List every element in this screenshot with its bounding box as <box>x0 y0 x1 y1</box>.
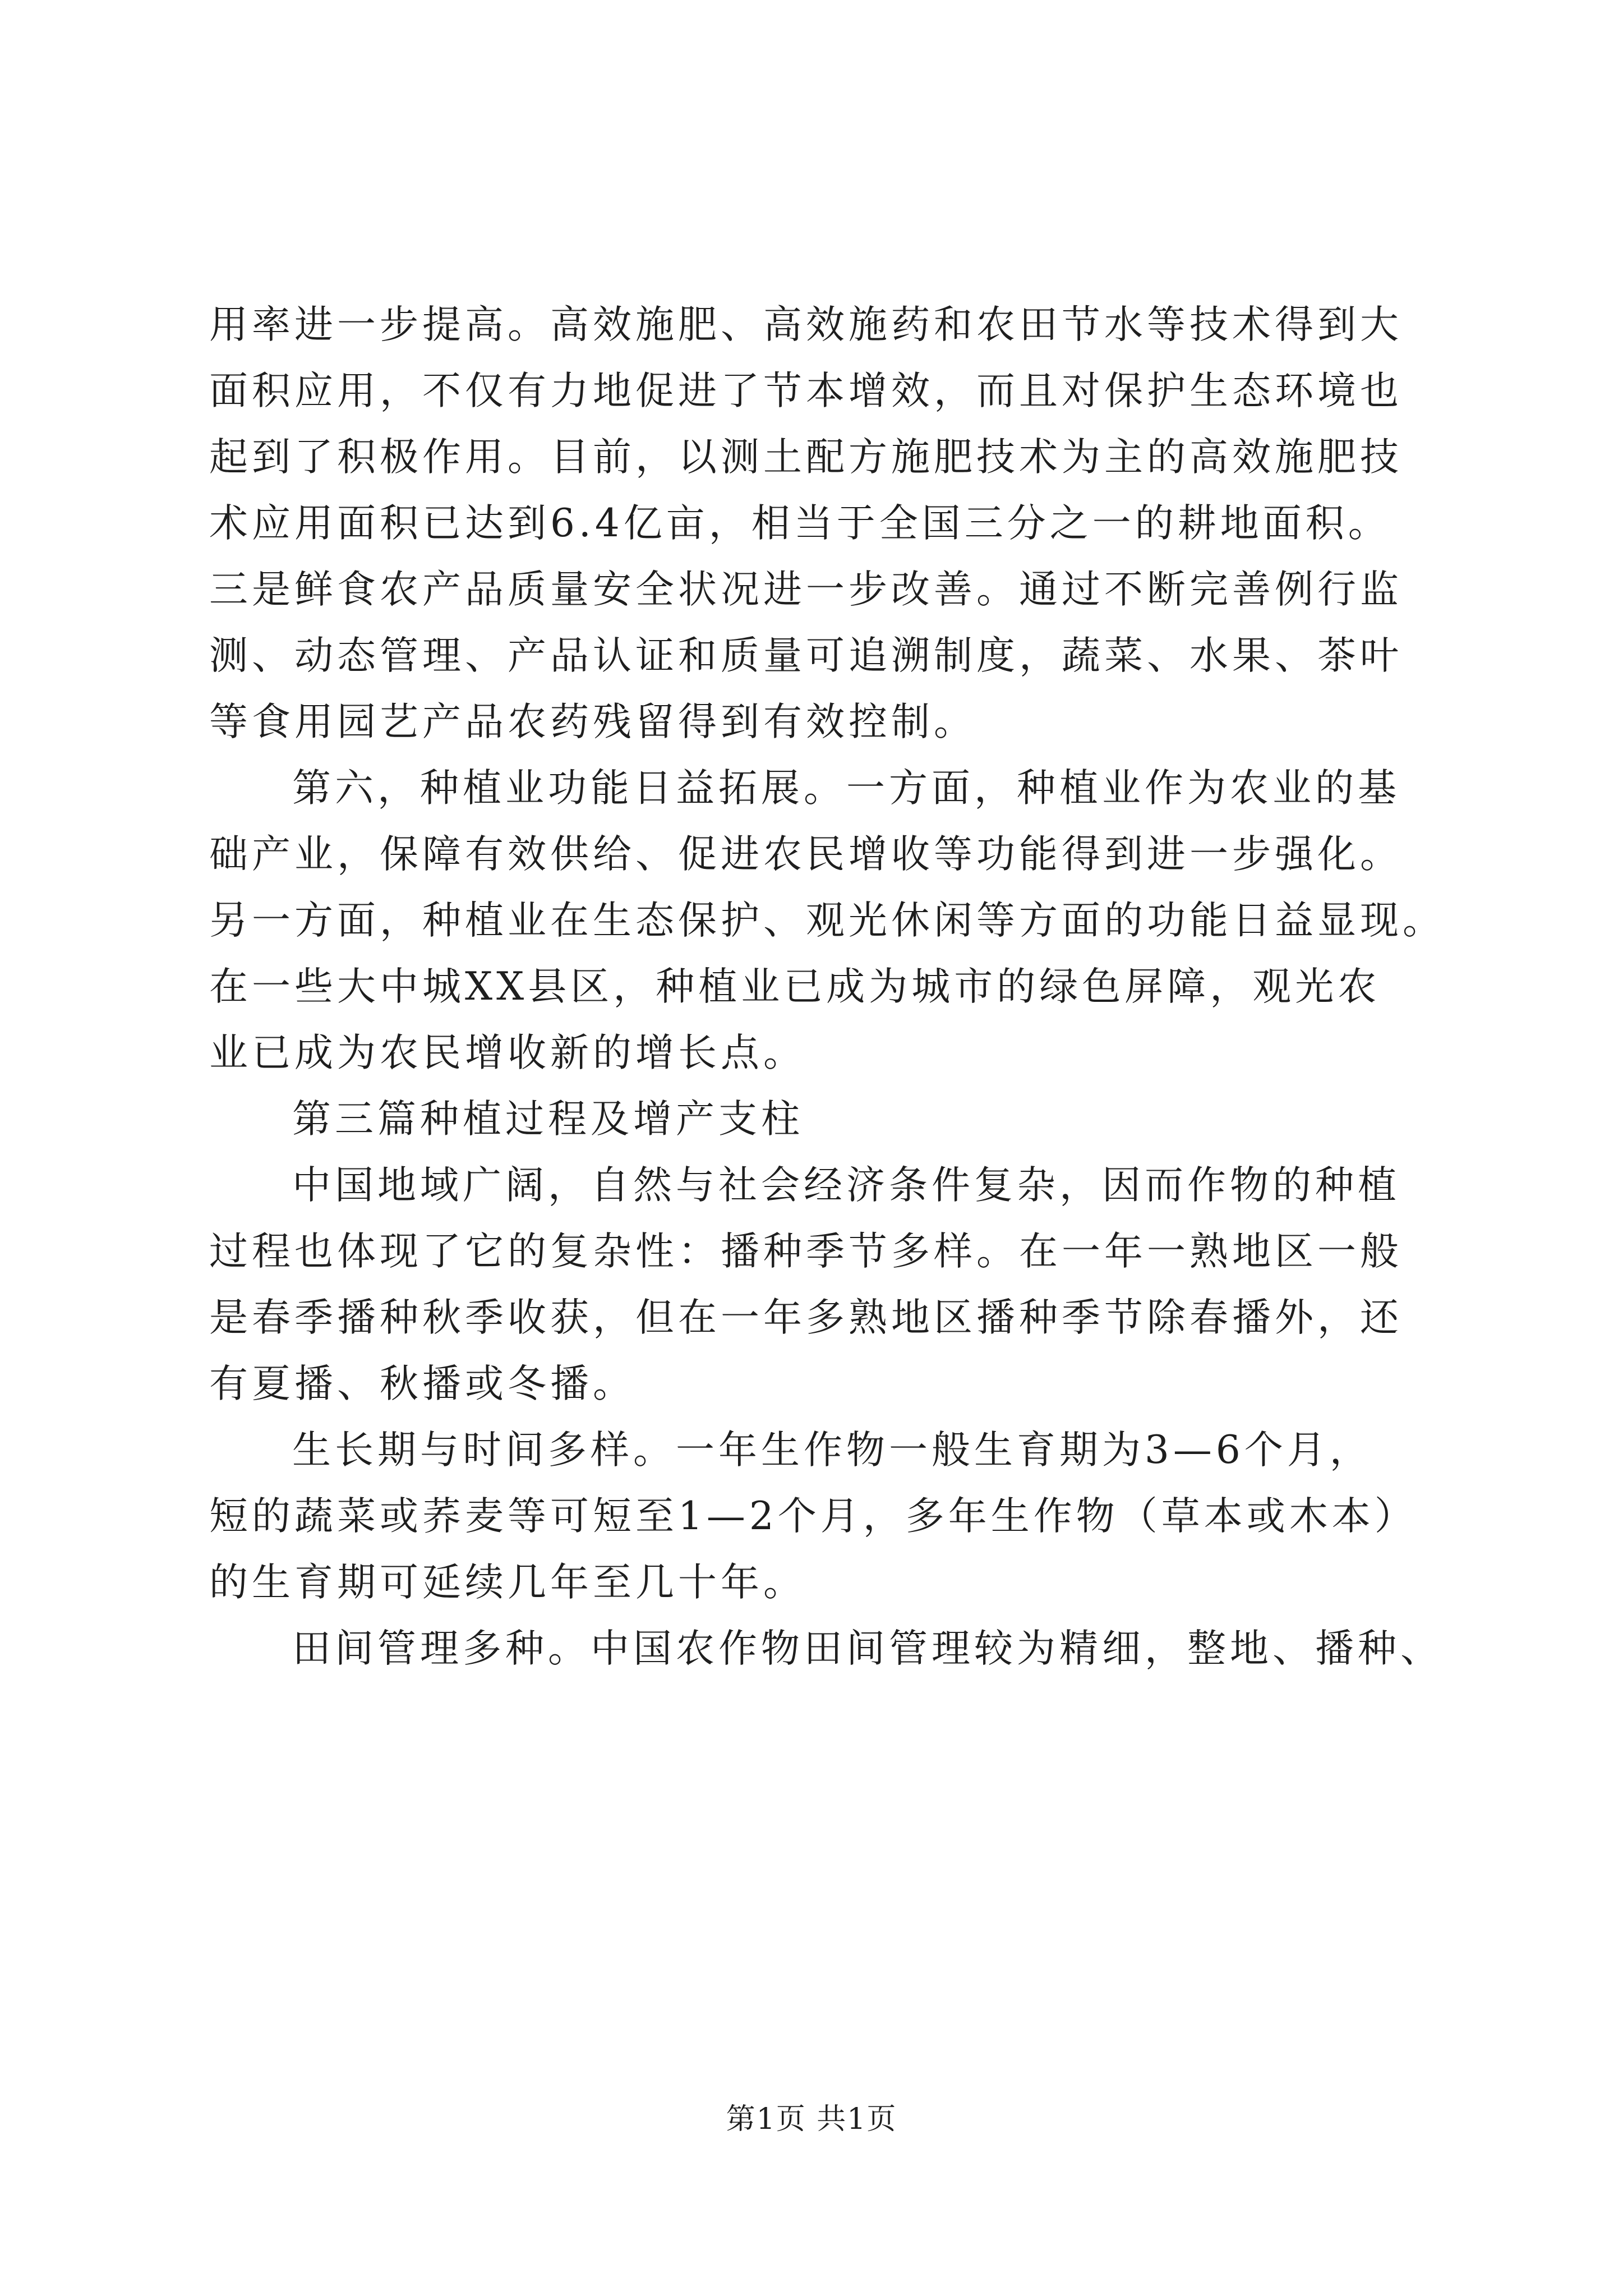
text-line: 在一些大中城XX县区，种植业已成为城市的绿色屏障，观光农 <box>209 964 1381 1009</box>
text-line: 三是鲜食农产品质量安全状况进一步改善。通过不断完善例行监 <box>209 567 1403 612</box>
text-line: 短的蔬菜或荞麦等可短至1—2个月，多年生作物（草本或木本） <box>209 1494 1417 1539</box>
text-line: 础产业，保障有效供给、促进农民增收等功能得到进一步强化。 <box>209 832 1403 877</box>
text-line: 面积应用，不仅有力地促进了节本增效，而且对保护生态环境也 <box>209 369 1403 413</box>
text-line: 业已成为农民增收新的增长点。 <box>209 1030 806 1075</box>
text-line: 测、动态管理、产品认证和质量可追溯制度，蔬菜、水果、茶叶 <box>209 633 1403 678</box>
paragraph-start-line: 中国地域广阔，自然与社会经济条件复杂，因而作物的种植 <box>292 1163 1400 1208</box>
text-line: 有夏播、秋播或冬播。 <box>209 1361 635 1406</box>
paragraph-start-line: 生长期与时间多样。一年生作物一般生育期为3—6个月， <box>292 1428 1372 1473</box>
text-line: 等食用园艺产品农药残留得到有效控制。 <box>209 700 976 744</box>
text-line: 起到了积极作用。目前，以测土配方施肥技术为主的高效施肥技 <box>209 435 1403 480</box>
text-line: 另一方面，种植业在生态保护、观光休闲等方面的功能日益显现。 <box>209 898 1445 943</box>
page-number-footer: 第1页 共1页 <box>726 2102 897 2136</box>
paragraph-start-line: 田间管理多种。中国农作物田间管理较为精细，整地、播种、 <box>292 1626 1443 1671</box>
text-line: 过程也体现了它的复杂性：播种季节多样。在一年一熟地区一般 <box>209 1229 1403 1274</box>
text-line: 是春季播种秋季收获，但在一年多熟地区播种季节除春播外，还 <box>209 1295 1403 1340</box>
text-line: 术应用面积已达到6.4亿亩，相当于全国三分之一的耕地面积。 <box>209 501 1391 546</box>
paragraph-start-line: 第六，种植业功能日益拓展。一方面，种植业作为农业的基 <box>292 766 1400 811</box>
text-line: 用率进一步提高。高效施肥、高效施药和农田节水等技术得到大 <box>209 302 1403 347</box>
body-text <box>209 292 1445 1682</box>
section-heading: 第三篇种植过程及增产支柱 <box>292 1097 804 1142</box>
text-line: 的生育期可延续几年至几十年。 <box>209 1560 806 1605</box>
